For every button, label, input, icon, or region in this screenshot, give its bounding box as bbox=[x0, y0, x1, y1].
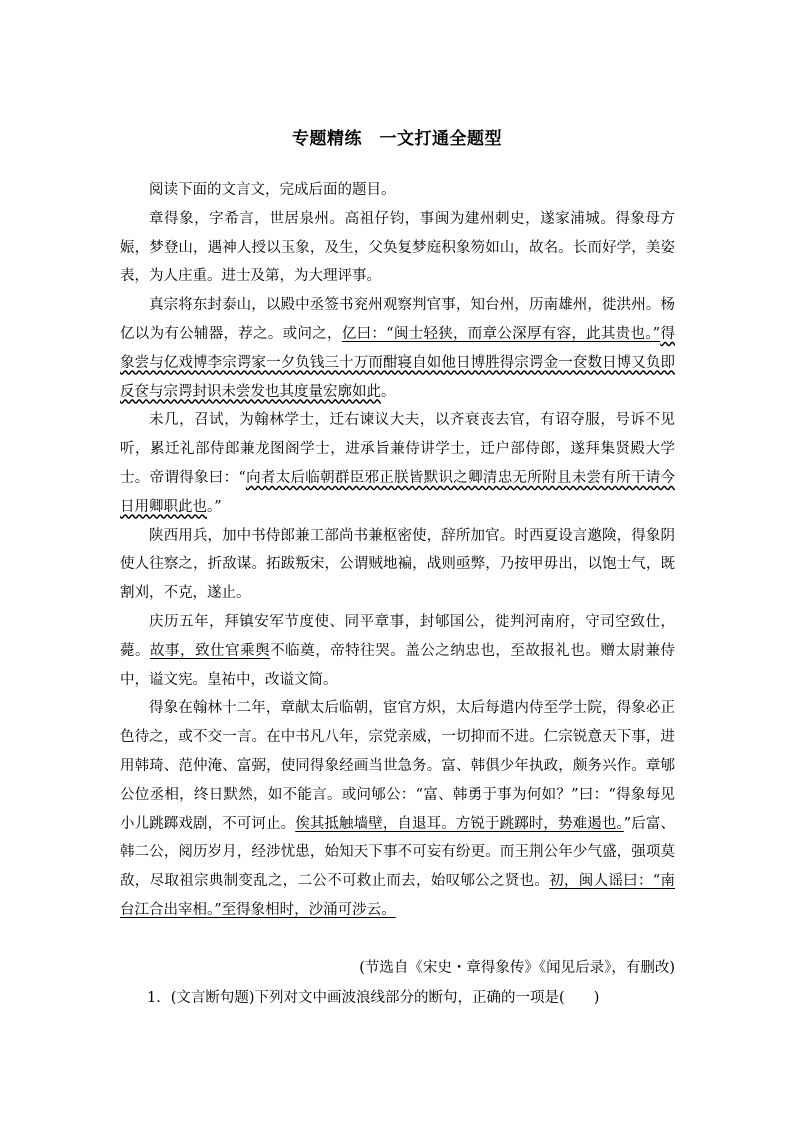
paragraph-6-text-c: ”后富、韩二公，阅历岁月，经涉忧患，始知天下事不可妄有纷更。而王荆公年少气盛，强项莫敌，尽取祖宗典制变乱之，二公不可救止而去，始叹郇公之贤也。 bbox=[120, 815, 676, 890]
paragraph-5-text-c: 不临奠，帝特往哭。盖公之纳忠也，至故报礼也。赠太尉兼侍中，谥文宪。皇祐中，改谥文简。 bbox=[120, 642, 676, 688]
paragraph-3 bbox=[120, 406, 675, 521]
underlined-sentence: 俟其抵触墙壁，自退耳。方锐于跳踯时，势难遏也。 bbox=[295, 815, 624, 832]
passage bbox=[120, 176, 675, 925]
paragraph-6 bbox=[120, 694, 675, 924]
paragraph-3-text-c: 。” bbox=[207, 498, 222, 515]
paragraph-1: 章得象，字希言，世居泉州。高祖仔钧，事闽为建州刺史，遂家浦城。得象母方娠，梦登山，遇神人授以玉象，及生，父奂复梦庭积象笏如山，故名。长而好学，美姿表，为人庄重。进士及第，为大理评事。 bbox=[120, 210, 675, 285]
question-1: 1．(文言断句题)下列对文中画波浪线部分的断句，正确的一项是( ) bbox=[147, 990, 600, 1006]
underlined-sentence: 亿曰：“闽士轻狭，而章公深厚有容，此其贵也。” bbox=[341, 325, 661, 342]
paragraph-3-text-a: 未几，召试，为翰林学士，迁右谏议大夫，以齐衰丧去官，有诏夺服，号诉不见听，累迁礼部侍郎兼龙图阁学士，进承旨兼侍讲学士，迁户部侍郎，遂拜集贤殿大学士。帝谓得象曰：“ bbox=[120, 412, 675, 486]
underlined-phrase: 故事，致仕官乘舆 bbox=[150, 642, 271, 659]
instruction: 阅读下面的文言文，完成后面的题目。 bbox=[149, 182, 396, 198]
wavy-underlined-sentence: 得象尝与亿戏博李宗谔家一夕负钱三十万而酣寝自如他日博胜得宗谔金一奁数日博又负即反奁与宗谔封识未尝发也其度量宏廓如此 bbox=[120, 325, 676, 400]
source-citation: (节选自《宋史・章得象传》《闻见后录》，有删改) bbox=[359, 960, 675, 976]
paragraph-2 bbox=[120, 291, 675, 406]
paragraph-2-text-a: 真宗将东封泰山，以殿中丞签书兖州观察判官事，知台州，历南雄州，徙洪州。杨亿以为有公辅器，荐之。或问之， bbox=[120, 297, 675, 342]
paragraph-5-text-a: 庆历五年，拜镇安军节度使、同平章事，封郇国公，徙判河南府，守司空致仕，薨。 bbox=[120, 613, 675, 659]
paragraph-6-text-a: 得象在翰林十二年，章献太后临朝，宦官方炽，太后每遣内侍至学士院，得象必正色待之，或不交一言。在中书凡八年，宗党亲威，一切抑而不进。仁宗锐意天下事，进用韩琦、范仲淹、富弼，使同得象经画当世急务。富、韩俱少年执政，颇务兴作。章郇公位丞相，终日默然，如不能言。或问郇公：“富、韩勇于事为何如？”曰：“得象每见小儿跳踯戏剧，不可诃止。 bbox=[120, 700, 675, 832]
paragraph-2-text-d: 。 bbox=[381, 383, 396, 400]
paragraph-4: 陕西用兵，加中书侍郎兼工部尚书兼枢密使，辞所加官。时西夏设言邀険，得象阴使人往察之，折敌谋。拓跋叛宋，公谓贼地褊，战则亟弊，乃按甲毋出，以饱士气，既割刈，不克，遂止。 bbox=[120, 527, 675, 602]
page-title: 专题精练 一文打通全题型 bbox=[292, 129, 502, 149]
wavy-underlined-sentence: 向者太后临朝群臣邪正朕皆默识之卿清忠无所附且未尝有所干请今日用卿职此也 bbox=[120, 469, 675, 515]
underlined-sentence: 初，闽人谣曰：“南台江合出宰相。”至得象相时，沙涌可涉云。 bbox=[120, 873, 675, 918]
paragraph-5 bbox=[120, 608, 675, 694]
